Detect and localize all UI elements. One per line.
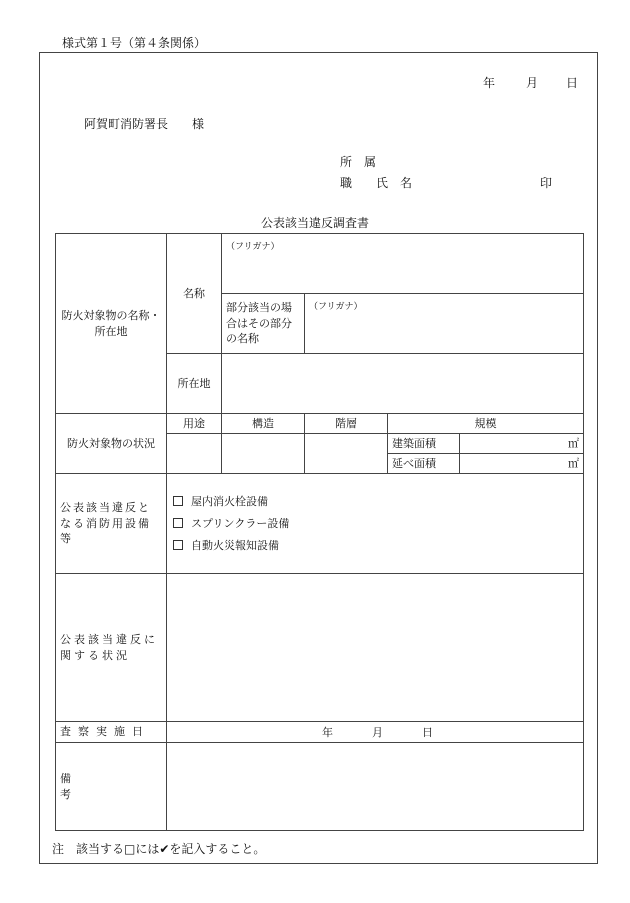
- furigana-label: （フリガナ）: [226, 242, 280, 252]
- header-day-label: 日: [566, 76, 579, 90]
- remarks-cell[interactable]: [167, 743, 584, 831]
- equipment-header: 公表該当違反となる消防用設備等: [56, 474, 167, 574]
- violation-header: 公表該当違反に関する状況: [56, 574, 167, 722]
- form-number: 様式第１号（第４条関係）: [62, 36, 207, 50]
- structure-value-cell[interactable]: [222, 434, 305, 474]
- affiliation-label: 所 属: [340, 155, 377, 169]
- header-year-label: 年: [483, 76, 496, 90]
- status-header: 防火対象物の状況: [56, 414, 167, 474]
- usage-header: 用途: [167, 414, 222, 434]
- option-label: 自動火災報知設備: [191, 538, 279, 552]
- inspection-month-label: 月: [372, 726, 383, 739]
- location-value-cell[interactable]: [222, 354, 584, 414]
- checkbox-icon[interactable]: [173, 540, 183, 550]
- partial-name-label: 部分該当の場合はその部分の名称: [222, 294, 305, 354]
- building-area-unit: ㎡: [568, 436, 579, 450]
- option-label: スプリンクラー設備: [191, 516, 290, 530]
- floors-header: 階層: [305, 414, 388, 434]
- addressee: 阿賀町消防署長 様: [84, 117, 205, 131]
- partial-furigana-label: （フリガナ）: [309, 302, 363, 312]
- total-floor-area-unit: ㎡: [568, 456, 579, 470]
- option-sprinkler[interactable]: [173, 513, 579, 535]
- option-indoor-hydrant[interactable]: [173, 491, 579, 513]
- building-area-label: 建築面積: [388, 434, 460, 454]
- structure-header: 構造: [222, 414, 305, 434]
- scale-header: 規模: [388, 414, 584, 434]
- floors-value-cell[interactable]: [305, 434, 388, 474]
- inspection-year-label: 年: [322, 726, 333, 739]
- total-floor-area-label: 延べ面積: [388, 454, 460, 474]
- header-month-label: 月: [526, 76, 539, 90]
- name-label: 職 氏 名: [340, 176, 413, 190]
- inspection-day-label: 日: [422, 726, 433, 739]
- seal-label: 印: [540, 176, 553, 190]
- location-label-cell: 所在地: [167, 354, 222, 414]
- inspection-date-label: 査察実施日: [56, 722, 167, 743]
- checkbox-icon[interactable]: [173, 496, 183, 506]
- option-fire-alarm[interactable]: [173, 535, 579, 557]
- name-location-header: 防火対象物の名称・所在地: [56, 234, 167, 414]
- document-title: 公表該当違反調査書: [260, 216, 369, 230]
- total-floor-area-value-cell[interactable]: [460, 454, 584, 474]
- option-label: 屋内消火栓設備: [191, 494, 268, 508]
- violation-details-cell[interactable]: [167, 574, 584, 722]
- remarks-label: 備考: [56, 743, 167, 831]
- usage-value-cell[interactable]: [167, 434, 222, 474]
- building-area-value-cell[interactable]: [460, 434, 584, 454]
- equipment-options: [167, 474, 584, 574]
- furigana-cell[interactable]: [222, 234, 584, 294]
- partial-furigana-cell[interactable]: [305, 294, 584, 354]
- checkbox-icon[interactable]: [173, 518, 183, 528]
- name-label-cell: 名称: [167, 234, 222, 354]
- inspection-date-cell[interactable]: [167, 722, 584, 743]
- footnote: 注 該当する□には✔を記入すること。: [52, 842, 266, 856]
- survey-table: [55, 233, 584, 831]
